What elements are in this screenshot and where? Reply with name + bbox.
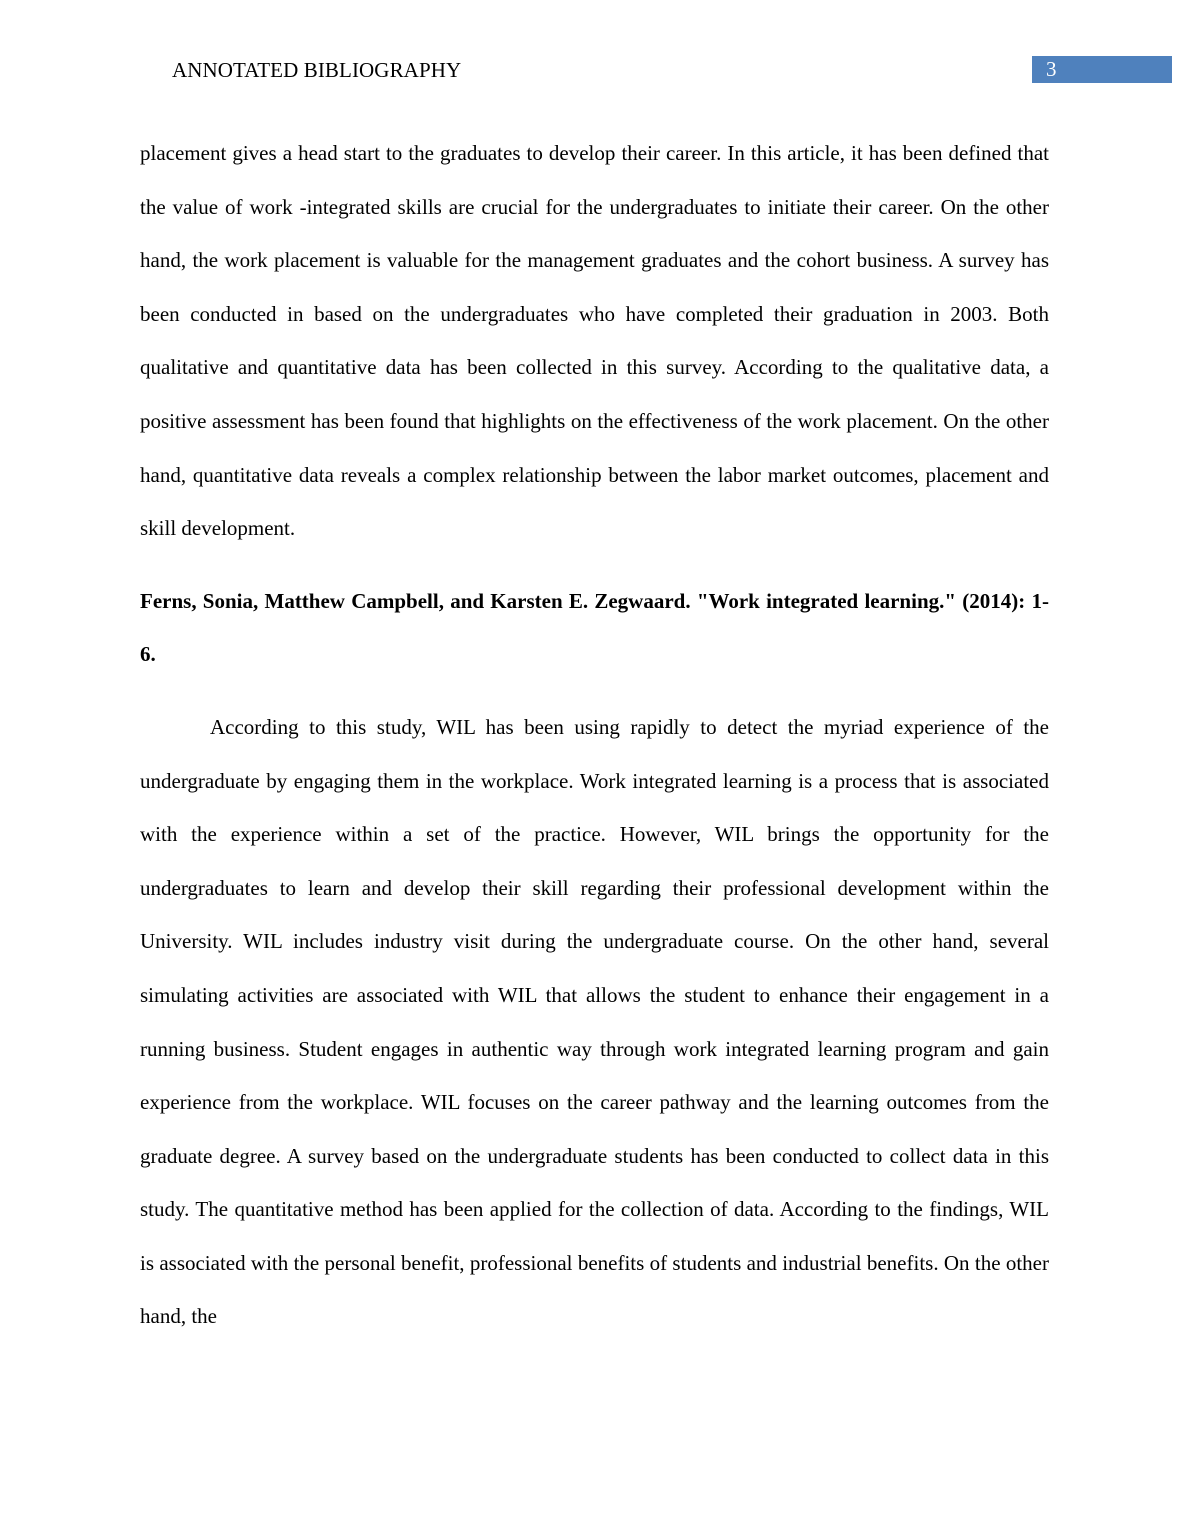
running-head: ANNOTATED BIBLIOGRAPHY — [172, 58, 462, 82]
annotation-paragraph: According to this study, WIL has been using rapidly to detect the myriad experience of the undergraduate by engaging them in the workplace. Work integrated learning is a process that is associated with the experience within a set of the practice. However, WIL brings the opportunity for the undergraduates to learn and develop their skill regarding their professional development within the University. WIL includes industry visit during the undergraduate course. On the other hand, several simulating activities are associated with WIL that allows the student to enhance their engagement in a running business. Student engages in authentic way through work integrated learning program and gain experience from the workplace. WIL focuses on the career pathway and the learning outcomes from the graduate degree. A survey based on the undergraduate students has been conducted to collect data in this study. The quantitative method has been applied for the collection of data. According to the findings, WIL is associated with the personal benefit, professional benefits of students and industrial benefits. On the other hand, the — [140, 714, 1049, 1329]
bibliography-citation: Ferns, Sonia, Matthew Campbell, and Karsten E. Zegwaard. "Work integrated learning." (2014): 1-6. — [140, 588, 1049, 667]
page-number: 3 — [1046, 57, 1057, 81]
page-header — [0, 56, 1190, 84]
page-number-box — [1032, 56, 1172, 83]
continued-paragraph: placement gives a head start to the graduates to develop their career. In this article, it has been defined that the value of work -integrated skills are crucial for the undergraduates to initiate their career. On the other hand, the work placement is valuable for the management graduates and the cohort business. A survey has been conducted in based on the undergraduates who have completed their graduation in 2003. Both qualitative and quantitative data has been collected in this survey. According to the qualitative data, a positive assessment has been found that highlights on the effectiveness of the work placement. On the other hand, quantitative data reveals a complex relationship between the labor market outcomes, placement and skill development. — [140, 141, 1049, 541]
document-body — [140, 127, 1049, 1344]
